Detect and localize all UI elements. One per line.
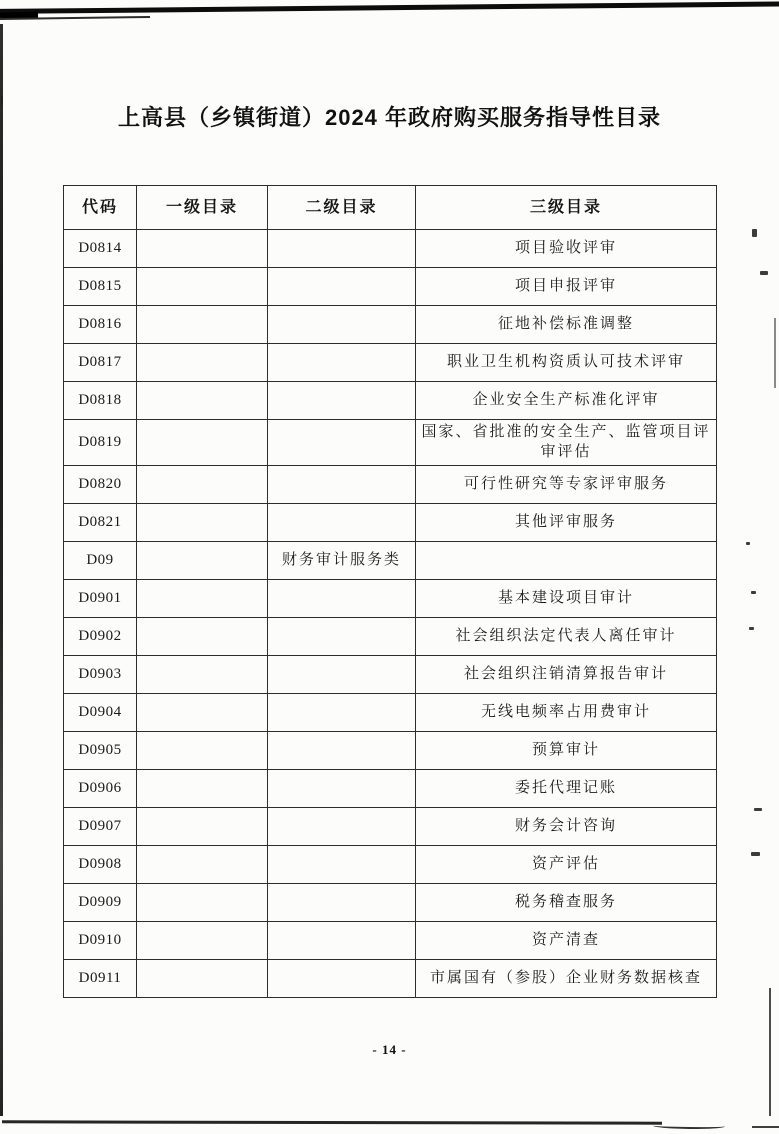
cell-level3: 资产评估 — [416, 845, 717, 883]
cell-level1 — [137, 503, 268, 541]
cell-level1 — [137, 268, 268, 306]
scan-edge-bottom-right — [752, 1126, 779, 1128]
cell-level2 — [268, 655, 416, 693]
cell-level3: 社会组织法定代表人离任审计 — [416, 617, 717, 655]
page-title: 上高县（乡镇街道）2024 年政府购买服务指导性目录 — [117, 105, 662, 130]
cell-code: D0906 — [64, 769, 137, 807]
cell-level1 — [137, 579, 268, 617]
cell-level1 — [137, 769, 268, 807]
ink-speck — [746, 542, 750, 545]
cell-level3: 委托代理记账 — [416, 769, 717, 807]
cell-level2 — [268, 579, 416, 617]
cell-level3: 资产清查 — [416, 921, 717, 959]
header-row — [64, 186, 717, 230]
ink-speck — [754, 808, 762, 811]
table-row — [64, 807, 717, 845]
cell-level2 — [268, 959, 416, 997]
cell-code: D09 — [64, 541, 137, 579]
table-row — [64, 230, 717, 268]
cell-level2 — [268, 382, 416, 420]
cell-level1 — [137, 845, 268, 883]
ink-speck — [749, 627, 754, 630]
cell-level1 — [137, 617, 268, 655]
cell-level1 — [137, 382, 268, 420]
cell-code: D0910 — [64, 921, 137, 959]
table-row — [64, 693, 717, 731]
cell-level3: 税务稽查服务 — [416, 883, 717, 921]
table-row — [64, 655, 717, 693]
cell-code: D0817 — [64, 344, 137, 382]
cell-code: D0909 — [64, 883, 137, 921]
cell-level2 — [268, 268, 416, 306]
table-row — [64, 579, 717, 617]
cell-level1 — [137, 883, 268, 921]
table-row — [64, 921, 717, 959]
column-header: 三级目录 — [416, 186, 717, 230]
cell-level3 — [416, 541, 717, 579]
cell-code: D0818 — [64, 382, 137, 420]
ink-speck — [760, 271, 768, 275]
cell-level2 — [268, 420, 416, 466]
cell-level3: 预算审计 — [416, 731, 717, 769]
cell-level3: 项目申报评审 — [416, 268, 717, 306]
cell-level1 — [137, 420, 268, 466]
scan-mark-right-line — [774, 318, 776, 388]
table-row — [64, 959, 717, 997]
cell-code: D0905 — [64, 731, 137, 769]
cell-level2 — [268, 230, 416, 268]
cell-level2 — [268, 503, 416, 541]
cell-level2 — [268, 731, 416, 769]
cell-code: D0904 — [64, 693, 137, 731]
page-number: - 14 - — [372, 1042, 407, 1057]
ink-speck — [752, 229, 757, 237]
cell-level3: 社会组织注销清算报告审计 — [416, 655, 717, 693]
table-row — [64, 344, 717, 382]
cell-level1 — [137, 230, 268, 268]
cell-level2 — [268, 921, 416, 959]
catalog-table — [63, 185, 717, 998]
cell-code: D0819 — [64, 420, 137, 466]
cell-level1 — [137, 541, 268, 579]
cell-code: D0816 — [64, 306, 137, 344]
cell-code: D0814 — [64, 230, 137, 268]
cell-code: D0907 — [64, 807, 137, 845]
cell-code: D0901 — [64, 579, 137, 617]
cell-level1 — [137, 959, 268, 997]
cell-level3: 其他评审服务 — [416, 503, 717, 541]
cell-level2 — [268, 807, 416, 845]
cell-level2 — [268, 693, 416, 731]
cell-level2: 财务审计服务类 — [268, 541, 416, 579]
table-row — [64, 503, 717, 541]
cell-level1 — [137, 465, 268, 503]
cell-level3: 无线电频率占用费审计 — [416, 693, 717, 731]
cell-code: D0815 — [64, 268, 137, 306]
cell-level1 — [137, 344, 268, 382]
cell-level2 — [268, 769, 416, 807]
table-row — [64, 420, 717, 466]
cell-level1 — [137, 655, 268, 693]
table-row — [64, 268, 717, 306]
cell-level3: 项目验收评审 — [416, 230, 717, 268]
table-row — [64, 541, 717, 579]
cell-code: D0902 — [64, 617, 137, 655]
table-body — [64, 230, 717, 998]
cell-level2 — [268, 617, 416, 655]
cell-code: D0911 — [64, 959, 137, 997]
scan-edge-top — [0, 1, 779, 14]
cell-level1 — [137, 731, 268, 769]
cell-level2 — [268, 845, 416, 883]
scan-edge-top-sub — [0, 16, 150, 20]
scan-edge-bottom-squiggle — [653, 1123, 725, 1130]
table-row — [64, 306, 717, 344]
cell-level3: 可行性研究等专家评审服务 — [416, 465, 717, 503]
cell-level1 — [137, 921, 268, 959]
cell-level2 — [268, 883, 416, 921]
cell-level3: 职业卫生机构资质认可技术评审 — [416, 344, 717, 382]
cell-code: D0908 — [64, 845, 137, 883]
cell-level1 — [137, 807, 268, 845]
column-header: 一级目录 — [137, 186, 268, 230]
table-row — [64, 769, 717, 807]
cell-level3: 基本建设项目审计 — [416, 579, 717, 617]
ink-speck — [751, 591, 756, 594]
cell-code: D0903 — [64, 655, 137, 693]
cell-level2 — [268, 344, 416, 382]
cell-level1 — [137, 306, 268, 344]
table-row — [64, 731, 717, 769]
column-header: 二级目录 — [268, 186, 416, 230]
scan-edge-bottom — [2, 1120, 662, 1124]
cell-level3: 国家、省批准的安全生产、监管项目评审评估 — [416, 420, 717, 466]
cell-level3: 企业安全生产标准化评审 — [416, 382, 717, 420]
table-row — [64, 382, 717, 420]
cell-level2 — [268, 306, 416, 344]
table-row — [64, 883, 717, 921]
scan-edge-top-blob — [0, 11, 38, 19]
cell-level3: 财务会计咨询 — [416, 807, 717, 845]
scan-edge-left — [0, 24, 3, 1116]
cell-code: D0821 — [64, 503, 137, 541]
table-row — [64, 465, 717, 503]
cell-level2 — [268, 465, 416, 503]
column-header: 代码 — [64, 186, 137, 230]
cell-level3: 征地补偿标准调整 — [416, 306, 717, 344]
cell-code: D0820 — [64, 465, 137, 503]
cell-level1 — [137, 693, 268, 731]
cell-level3: 市属国有（参股）企业财务数据核查 — [416, 959, 717, 997]
table-row — [64, 845, 717, 883]
table-row — [64, 617, 717, 655]
ink-speck — [751, 852, 760, 856]
